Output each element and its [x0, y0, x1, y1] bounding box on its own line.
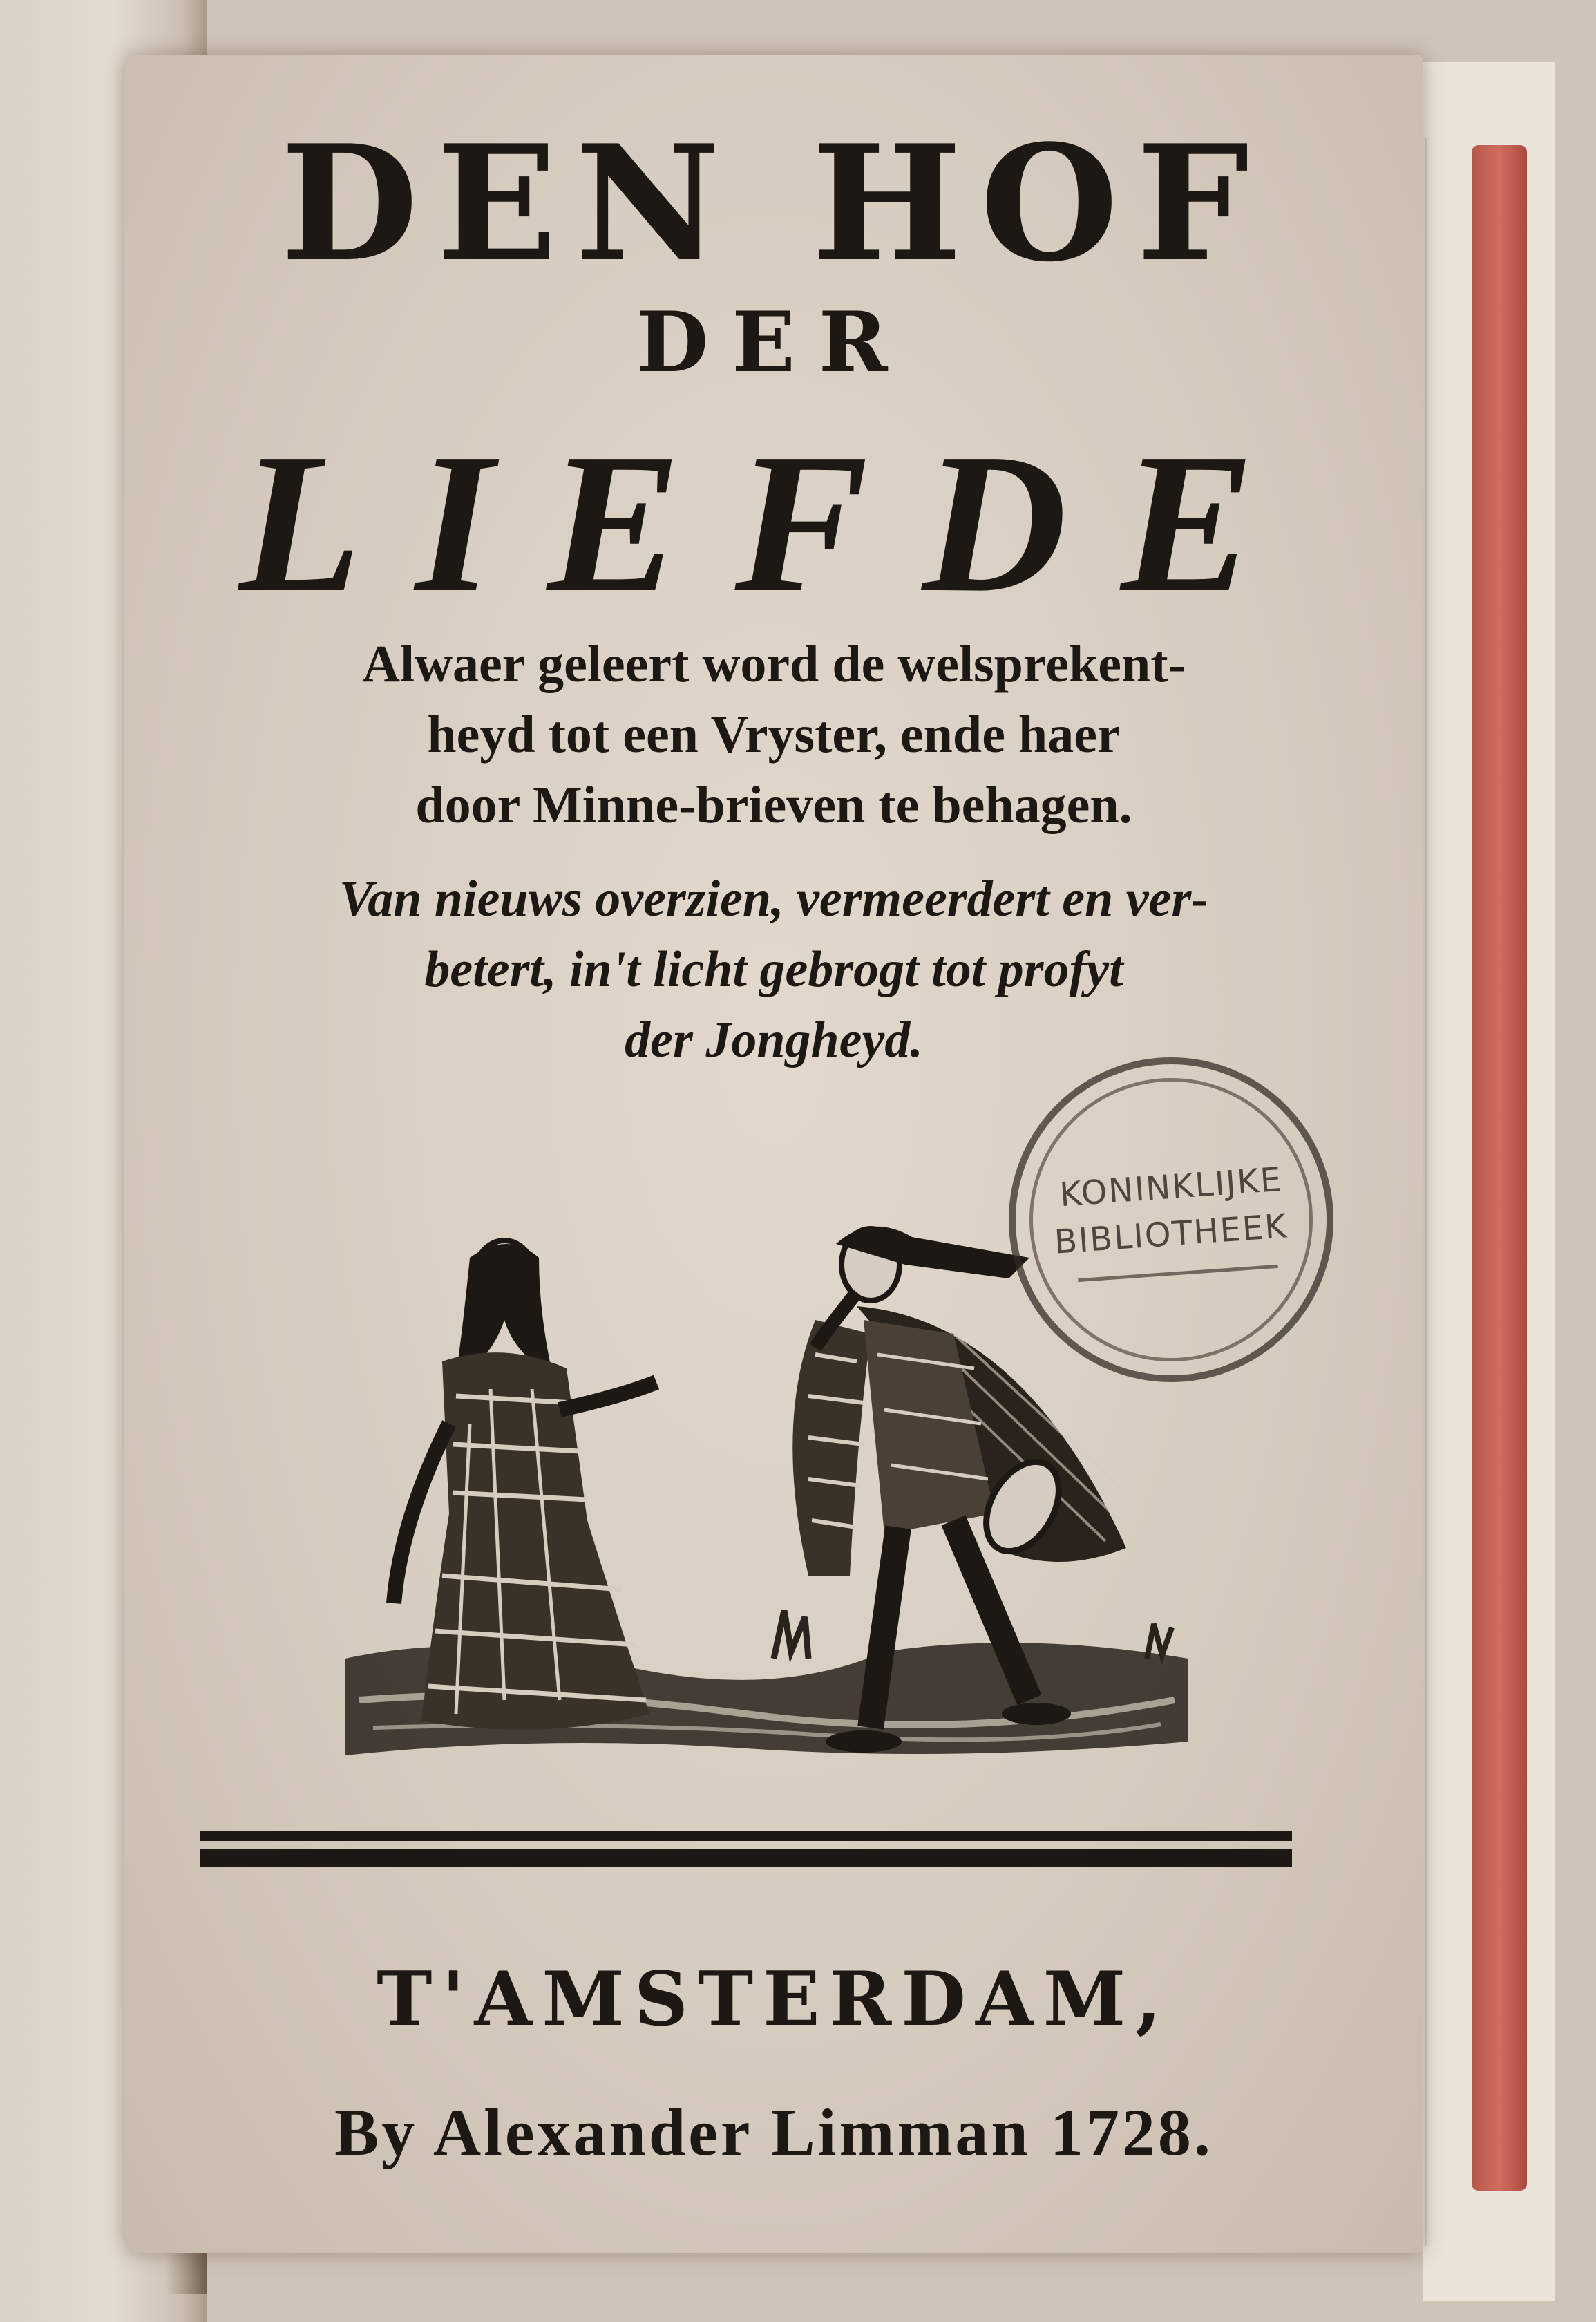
subtitle-line: door Minne-brieven te behagen.	[415, 776, 1132, 834]
title-line-1: DEN HOF	[280, 111, 1268, 297]
subtitle-line: Alwaer geleert word de welsprekent-	[362, 635, 1186, 693]
stamp-line-1: KONINKLIJKE	[1058, 1160, 1284, 1215]
stamp-line-2: BIBLIOTHEEK	[1053, 1207, 1289, 1262]
subtitle	[124, 629, 1423, 840]
edition-line: betert, in't licht gebrogt tot profyt	[424, 941, 1123, 998]
edition-line: der Jongheyd.	[625, 1012, 923, 1068]
woman-figure	[394, 1240, 656, 1730]
title-line-3: LIEFDE	[239, 412, 1309, 634]
title-line-2: DER	[636, 294, 911, 391]
edition-line: Van nieuws overzien, vermeerdert en ver-	[339, 871, 1208, 927]
rule-thin	[200, 1831, 1292, 1841]
imprint-printer: By Alexander Limman 1728.	[334, 2095, 1213, 2169]
edition-statement	[124, 864, 1423, 1075]
subtitle-line: heyd tot een Vryster, ende haer	[427, 706, 1121, 764]
double-rule	[200, 1831, 1292, 1873]
library-stamp	[1009, 1057, 1333, 1382]
imprint-city: T'AMSTERDAM,	[377, 1956, 1171, 2043]
title-page	[124, 55, 1423, 2253]
rule-thick	[200, 1849, 1292, 1867]
red-cover-spine	[1472, 145, 1527, 2191]
